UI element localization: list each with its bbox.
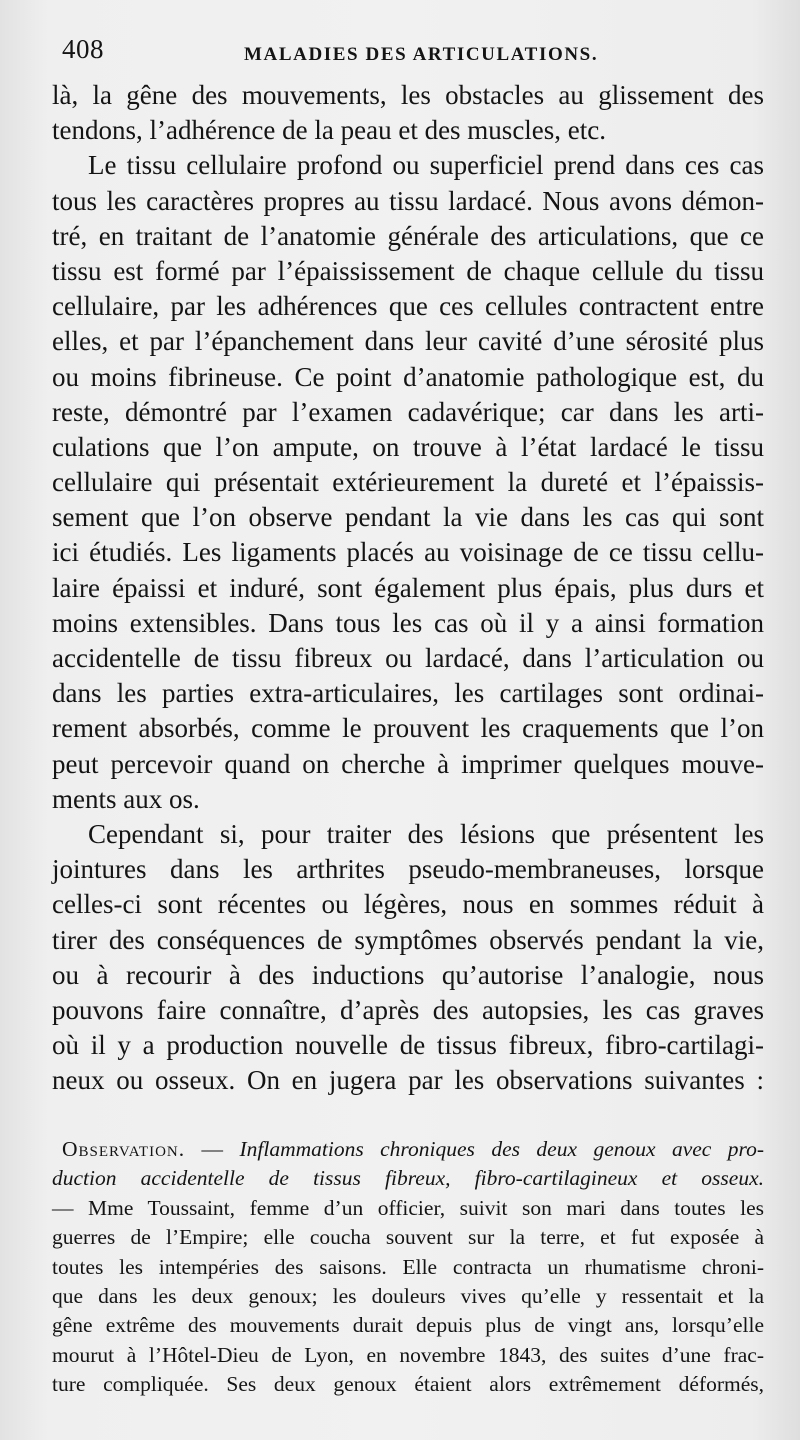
running-head: MALADIES DES ARTICULATIONS. [244, 44, 599, 65]
text-line: cellulaire, par les adhérences que ces cellules contractent entre [52, 291, 764, 322]
text-line: reste, démontré par l’examen cadavérique; car dans les arti- [52, 396, 764, 427]
observation-title-line: duction accidentelle de tissus fibreux, fibro-cartilagineux et osseux. [52, 1166, 764, 1191]
text-line: tirer des conséquences de symptômes observés pendant la vie, [52, 924, 764, 955]
text-line: pouvons faire connaître, d’après des autopsies, les cas graves [52, 994, 764, 1025]
observation-line: gêne extrême des mouvements durait depuis plus de vingt ans, lorsqu’elle [52, 1313, 764, 1338]
text-line: jointures dans les arthrites pseudo-membraneuses, lorsque [52, 854, 764, 885]
text-line: où il y a production nouvelle de tissus fibreux, fibro-cartilagi- [52, 1030, 764, 1061]
text-line: tissu est formé par l’épaississement de chaque cellule du tissu [52, 255, 764, 286]
text-line: ou à recourir à des inductions qu’autorise l’analogie, nous [52, 959, 764, 990]
text-line: Le tissu cellulaire profond ou superficiel prend dans ces cas [88, 150, 764, 181]
body-text [52, 78, 764, 1098]
observation-line: guerres de l’Empire; elle coucha souvent sur la terre, et fut exposée à [52, 1225, 764, 1250]
text-line: ou moins fibrineuse. Ce point d’anatomie pathologique est, du [52, 361, 764, 392]
text-line: Cependant si, pour traiter des lésions que présentent les [88, 818, 764, 849]
text-line: tous les caractères propres au tissu lardacé. Nous avons démon- [52, 185, 764, 216]
text-line: culations que l’on ampute, on trouve à l’état lardacé le tissu [52, 431, 764, 462]
text-line: rement absorbés, comme le prouvent les craquements que l’on [52, 713, 764, 744]
text-line: tré, en traitant de l’anatomie générale des articulations, que ce [52, 220, 764, 251]
page-number: 408 [62, 34, 104, 64]
text-line: laire épaissi et induré, sont également plus épais, plus durs et [52, 572, 764, 603]
text-line: ments aux os. [52, 783, 200, 814]
text-line: neux ou osseux. On en jugera par les observations suivantes : [52, 1065, 764, 1096]
text-line: ici étudiés. Les ligaments placés au voisinage de ce tissu cellu- [52, 537, 764, 568]
text-line: sement que l’on observe pendant la vie dans les cas qui sont [52, 502, 764, 533]
text-line: accidentelle de tissu fibreux ou lardacé, dans l’articulation ou [52, 643, 764, 673]
observation-line: mourut à l’Hôtel-Dieu de Lyon, en novembre 1843, des suites d’une frac- [52, 1342, 764, 1367]
text-line: peut percevoir quand on cherche à imprimer quelques mouve- [52, 748, 764, 779]
observation-line: ture compliquée. Ses deux genoux étaient alors extrêmement déformés, [52, 1372, 764, 1397]
text-line: là, la gêne des mouvements, les obstacles au glissement des [52, 80, 764, 110]
observation-block [52, 1135, 764, 1400]
observation-title: Inflammations chroniques des deux genoux avec pro- [239, 1137, 765, 1161]
text-line: elles, et par l’épanchement dans leur cavité d’une sérosité plus [52, 326, 764, 357]
text-line: tendons, l’adhérence de la peau et des muscles, etc. [52, 115, 607, 146]
text-line: dans les parties extra-articulaires, les cartilages sont ordinai- [52, 678, 764, 709]
observation-line: — Mme Toussaint, femme d’un officier, suivit son mari dans toutes les [52, 1195, 764, 1220]
observation-line: que dans les deux genoux; les douleurs vives qu’elle y ressentait et la [52, 1283, 764, 1308]
observation-line: toutes les intempéries des saisons. Elle contracta un rhumatisme chroni- [52, 1254, 764, 1279]
observation-dash: — [185, 1137, 240, 1161]
text-line: celles-ci sont récentes ou légères, nous en sommes réduit à [52, 889, 764, 920]
observation-label: Observation. [62, 1137, 186, 1161]
page-header [62, 30, 762, 70]
text-line: moins extensibles. Dans tous les cas où il y a ainsi formation [52, 607, 764, 638]
observation-title-line [52, 1135, 764, 1164]
text-line: cellulaire qui présentait extérieurement la dureté et l’épaissis- [52, 467, 764, 498]
